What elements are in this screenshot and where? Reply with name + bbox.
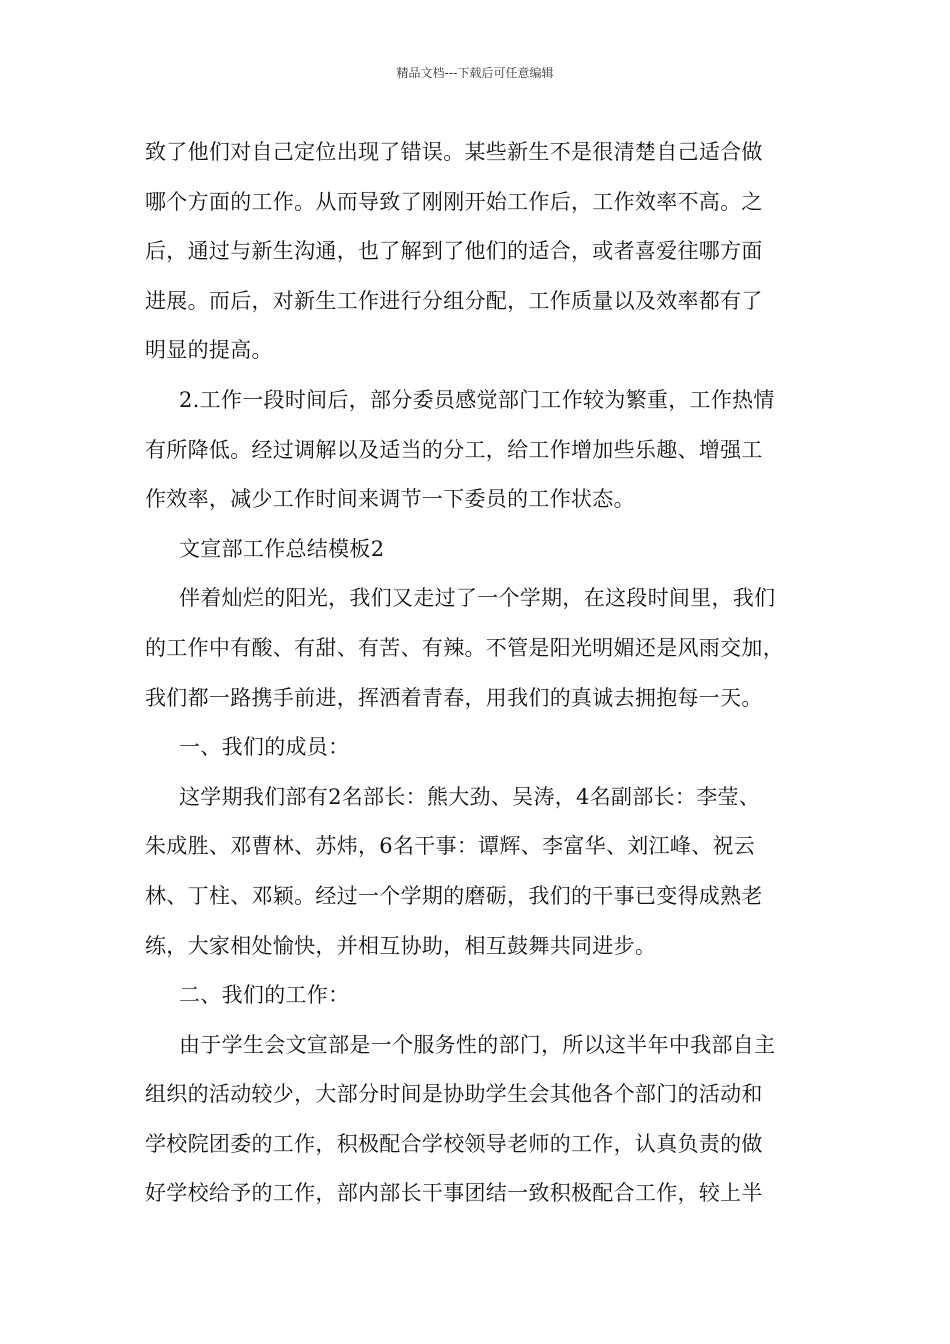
document-body (145, 128, 825, 1219)
paragraph-line: 我们都一路携手前进，挥洒着青春，用我们的真诚去拥抱每一天。 (145, 685, 763, 710)
paragraph-line: 致了他们对自己定位出现了错误。某些新生不是很清楚自己适合做 (145, 140, 763, 164)
paragraph-line: 的工作中有酸、有甜、有苦、有辣。不管是阳光明媚还是风雨交加， (145, 635, 784, 660)
subheading-work: 二、我们的工作： (179, 983, 350, 1008)
paragraph-line: 好学校给予的工作，部内部长干事团结一致积极配合工作，较上半 (145, 1181, 763, 1206)
paragraph-line: 伴着灿烂的阳光，我们又走过了一个学期，在这段时间里，我们 (179, 586, 776, 611)
paragraph-line: 练，大家相处愉快，并相互协助，相互鼓舞共同进步。 (145, 933, 657, 958)
paragraph-line: 作效率，减少工作时间来调节一下委员的工作状态。 (145, 487, 635, 512)
paragraph-line: 有所降低。经过调解以及适当的分工，给工作增加些乐趣、增强工 (145, 437, 763, 462)
paragraph-line: 学校院团委的工作，积极配合学校领导老师的工作，认真负责的做 (145, 1131, 763, 1156)
paragraph-line: 2.工作一段时间后，部分委员感觉部门工作较为繁重，工作热情 (179, 387, 775, 412)
paragraph-line: 明显的提高。 (145, 338, 273, 363)
paragraph-line: 后，通过与新生沟通，也了解到了他们的适合，或者喜爱往哪方面 (145, 239, 763, 264)
paragraph-line: 由于学生会文宣部是一个服务性的部门，所以这半年中我部自主 (179, 1032, 776, 1057)
subheading-members: 一、我们的成员： (179, 735, 350, 760)
paragraph-line: 朱成胜、邓曹林、苏炜，6名干事：谭辉、李富华、刘江峰、祝云 (145, 834, 756, 859)
paragraph-line: 哪个方面的工作。从而导致了刚刚开始工作后，工作效率不高。之 (145, 189, 763, 214)
paragraph-line: 组织的活动较少，大部分时间是协助学生会其他各个部门的活动和 (145, 1082, 763, 1107)
page-header: 精品文档---下载后可任意编辑 (396, 66, 554, 80)
paragraph-line: 这学期我们部有2名部长：熊大劲、吴涛，4名副部长：李莹、 (179, 784, 761, 809)
paragraph-line: 进展。而后，对新生工作进行分组分配，工作质量以及效率都有了 (145, 288, 763, 313)
section-title: 文宣部工作总结模板2 (179, 536, 385, 561)
paragraph-line: 林、丁柱、邓颖。经过一个学期的磨砺，我们的干事已变得成熟老 (145, 883, 763, 908)
